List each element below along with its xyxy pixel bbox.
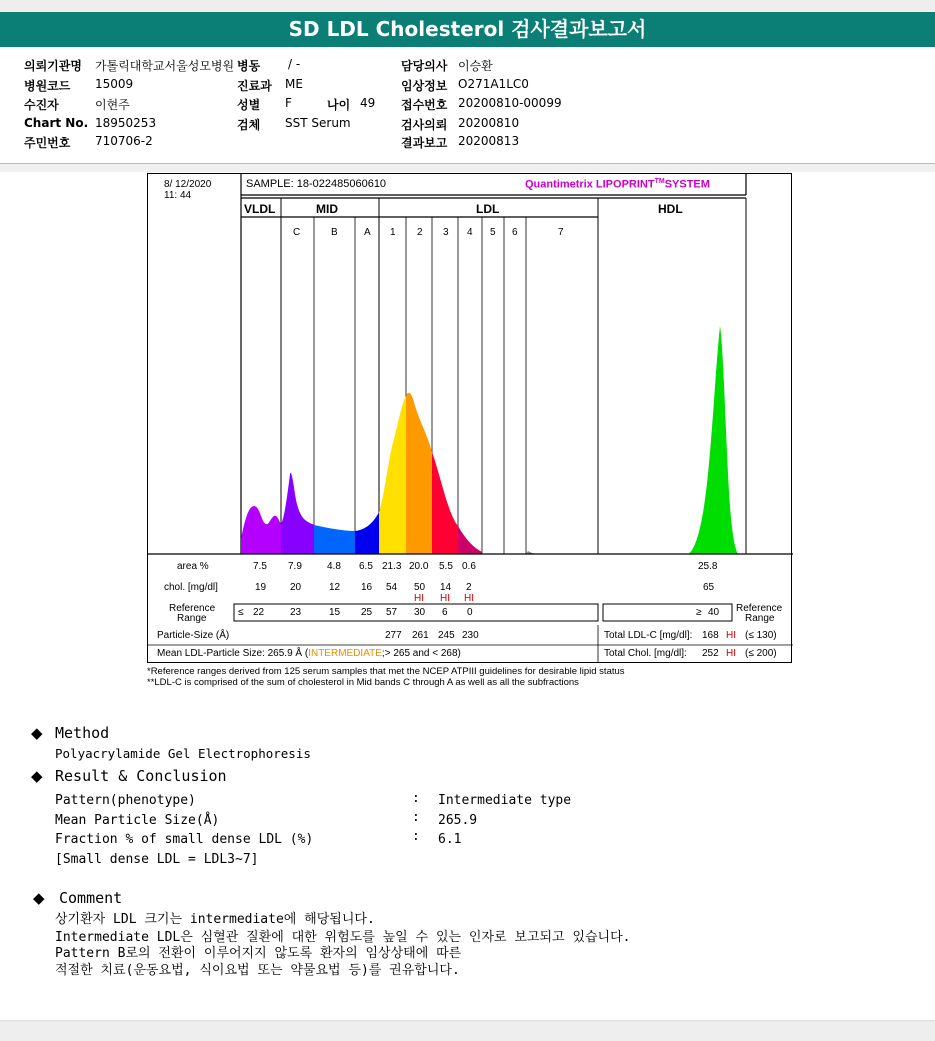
ref-right-2: Range [745, 613, 775, 624]
receipt-label: 접수번호 [401, 98, 448, 112]
ref-hdl: 40 [708, 607, 720, 618]
total-ldl-label: Total LDL-C [mg/dl]: [604, 630, 693, 641]
institution-value: 가톨릭대학교서울성모병원 [95, 59, 235, 73]
area-hdl: 25.8 [698, 561, 718, 572]
brand-system: SYSTEM [664, 178, 710, 191]
ref-vldl: 22 [253, 607, 265, 618]
total-chol-flag: HI [726, 648, 736, 659]
result-sep-2: : [412, 810, 420, 825]
result-bullet: ◆ [31, 767, 43, 785]
brand-label [525, 178, 710, 191]
resident-label: 주민번호 [24, 136, 71, 150]
area-c: 7.9 [288, 561, 302, 572]
clinical-value: O271A1LC0 [458, 77, 529, 91]
total-chol-label: Total Chol. [mg/dl]: [604, 648, 687, 659]
electrophoresis-curve [241, 326, 738, 554]
ref-1: 57 [386, 607, 398, 618]
method-text: Polyacrylamide Gel Electrophoresis [55, 746, 311, 761]
mean-size-range: ;> 265 and < 268) [381, 648, 461, 659]
patient-label: 수진자 [24, 98, 59, 112]
report-date-value: 20200813 [458, 134, 520, 148]
band-7: 7 [558, 227, 564, 238]
ref-4: 0 [467, 607, 473, 618]
result-value-1: Intermediate type [438, 793, 572, 808]
mean-size-label: Mean LDL-Particle Size: [157, 648, 265, 659]
area-1: 21.3 [382, 561, 402, 572]
area-2: 20.0 [409, 561, 429, 572]
chol-2: 50 [414, 582, 426, 593]
hi-flag-4: HI [464, 593, 474, 604]
particle-size-1: 277 [385, 630, 402, 641]
comment-line-1: 상기환자 LDL 크기는 intermediate에 해당됩니다. [55, 912, 375, 927]
ref-label-2: Range [177, 613, 207, 624]
comment-line-4: 적절한 치료(운동요법, 식이요법 또는 약물요법 등)를 권유합니다. [55, 963, 460, 978]
comment-bullet: ◆ [33, 889, 45, 907]
hi-flag-2: HI [414, 593, 424, 604]
chol-b: 12 [329, 582, 341, 593]
gray-band [0, 164, 935, 172]
band-2: 2 [417, 227, 423, 238]
area-vldl: 7.5 [253, 561, 267, 572]
sex-label: 성별 [237, 98, 261, 112]
band-3: 3 [443, 227, 449, 238]
group-vldl: VLDL [244, 202, 276, 216]
band-c: C [293, 227, 301, 238]
dept-value: ME [285, 77, 303, 91]
chart-value: 18950253 [95, 116, 157, 130]
area-4: 0.6 [462, 561, 476, 572]
ref-a: 25 [361, 607, 373, 618]
result-value-2: 265.9 [438, 813, 478, 828]
chol-c: 20 [290, 582, 302, 593]
total-ldl-flag: HI [726, 630, 736, 641]
age-value: 49 [360, 96, 376, 110]
mid-c-peak [281, 473, 314, 554]
ref-b: 15 [329, 607, 341, 618]
particle-size-4: 230 [462, 630, 479, 641]
band-1: 1 [390, 227, 396, 238]
area-label: area % [177, 561, 209, 572]
chol-4: 2 [466, 582, 472, 593]
result-value-3: 6.1 [438, 832, 462, 847]
result-label-1: Pattern(phenotype) [55, 793, 196, 808]
comment-line-3: Pattern B로의 전환이 이루어지지 않도록 환자의 임상상태에 따른 [55, 946, 462, 961]
ref-right-1: Reference [736, 603, 783, 614]
chol-3: 14 [440, 582, 452, 593]
chart-label: Chart No. [24, 116, 89, 130]
result-note: [Small dense LDL = LDL3~7] [55, 852, 259, 867]
report-time: 11: 44 [164, 190, 192, 201]
mean-size-value: 265.9 Å [267, 648, 303, 659]
comment-heading: Comment [59, 889, 123, 907]
band-6: 6 [512, 227, 518, 238]
ward-label: 병동 [237, 59, 261, 73]
resident-value: 710706-2 [95, 134, 153, 148]
band-b: B [331, 227, 338, 238]
result-heading: Result & Conclusion [55, 767, 227, 785]
hi-flag-3: HI [440, 593, 450, 604]
area-a: 6.5 [359, 561, 373, 572]
result-label-2: Mean Particle Size(Å) [55, 813, 220, 828]
result-sep-3: : [412, 829, 420, 844]
specimen-value: SST Serum [285, 116, 351, 130]
area-b: 4.8 [327, 561, 341, 572]
chol-vldl: 19 [255, 582, 267, 593]
mean-size-type: INTERMEDIATE [308, 648, 382, 659]
chol-a: 16 [361, 582, 373, 593]
request-label: 검사의뢰 [401, 118, 448, 132]
band-5: 5 [490, 227, 496, 238]
bottom-strip [0, 1020, 935, 1041]
sample-id: SAMPLE: 18-022485060610 [246, 178, 387, 190]
hdl-peak [688, 326, 738, 554]
ref-label-1: Reference [169, 603, 216, 614]
dept-label: 진료과 [237, 79, 272, 93]
particle-size-3: 245 [438, 630, 455, 641]
group-ldl: LDL [476, 202, 500, 216]
report-date: 8/ 12/2020 [164, 179, 212, 190]
method-heading: Method [55, 724, 110, 742]
ref-c: 23 [290, 607, 302, 618]
age-label: 나이 [327, 98, 351, 112]
patient-value: 이현주 [95, 98, 130, 112]
request-value: 20200810 [458, 116, 520, 130]
ldl3-peak [432, 452, 458, 554]
method-bullet: ◆ [31, 724, 43, 742]
total-chol-value: 252 [702, 648, 719, 659]
doctor-label: 담당의사 [401, 59, 448, 73]
receipt-value: 20200810-00099 [458, 96, 562, 110]
footnote-1: *Reference ranges derived from 125 serum samples that met the NCEP ATPIII guidelines for desirable lipid status [147, 666, 625, 677]
sex-value: F [285, 96, 292, 110]
group-mid: MID [316, 202, 338, 216]
particle-size-2: 261 [412, 630, 429, 641]
doctor-value: 이승환 [458, 59, 493, 73]
specimen-label: 검체 [237, 118, 261, 132]
chol-1: 54 [386, 582, 398, 593]
hospital-code-label: 병원코드 [24, 79, 71, 93]
brand-text: Quantimetrix LIPOPRINT [525, 178, 655, 191]
ref-3: 6 [442, 607, 448, 618]
band-a: A [364, 227, 371, 238]
footnote-2: **LDL-C is comprised of the sum of cholesterol in Mid bands C through A as well as all the subfractions [147, 677, 579, 688]
mean-size-line: Mean LDL-Particle Size: 265.9 Å (INTERMEDIATE;> 265 and < 268) [157, 648, 461, 659]
ref-le-symbol: ≤ [238, 607, 244, 618]
result-sep-1: : [412, 791, 420, 806]
particle-size-label: Particle-Size (Å) [157, 630, 230, 641]
lipoprint-report [147, 173, 792, 663]
ref-ge-symbol: ≥ [696, 607, 702, 618]
report-title: SD LDL Cholesterol 검사결과보고서 [0, 12, 935, 47]
hospital-code-value: 15009 [95, 77, 134, 91]
comment-line-2: Intermediate LDL은 심혈관 질환에 대한 위험도를 높일 수 있는 인자로 보고되고 있습니다. [55, 930, 631, 945]
total-chol-ref: (≤ 200) [745, 648, 777, 659]
ldl4-peak [458, 526, 482, 554]
ldl1-peak [379, 396, 406, 554]
top-strip [0, 0, 935, 12]
group-hdl: HDL [658, 202, 683, 216]
total-ldl-ref: (≤ 130) [745, 630, 777, 641]
band-4: 4 [467, 227, 473, 238]
brand-tm: TM [654, 178, 665, 185]
mid-b-peak [314, 525, 355, 554]
clinical-label: 임상정보 [401, 79, 448, 93]
ref-2: 30 [414, 607, 426, 618]
area-3: 5.5 [439, 561, 453, 572]
vldl-peak [241, 506, 281, 554]
chol-label: chol. [mg/dl] [164, 582, 218, 593]
chol-hdl: 65 [703, 582, 715, 593]
institution-label: 의뢰기관명 [24, 59, 82, 73]
ldl2-peak [406, 393, 432, 554]
total-ldl-value: 168 [702, 630, 719, 641]
mid-a-peak [355, 512, 379, 554]
result-label-3: Fraction % of small dense LDL (%) [55, 832, 314, 847]
report-date-label: 결과보고 [401, 136, 448, 150]
ward-value: / - [288, 57, 301, 71]
